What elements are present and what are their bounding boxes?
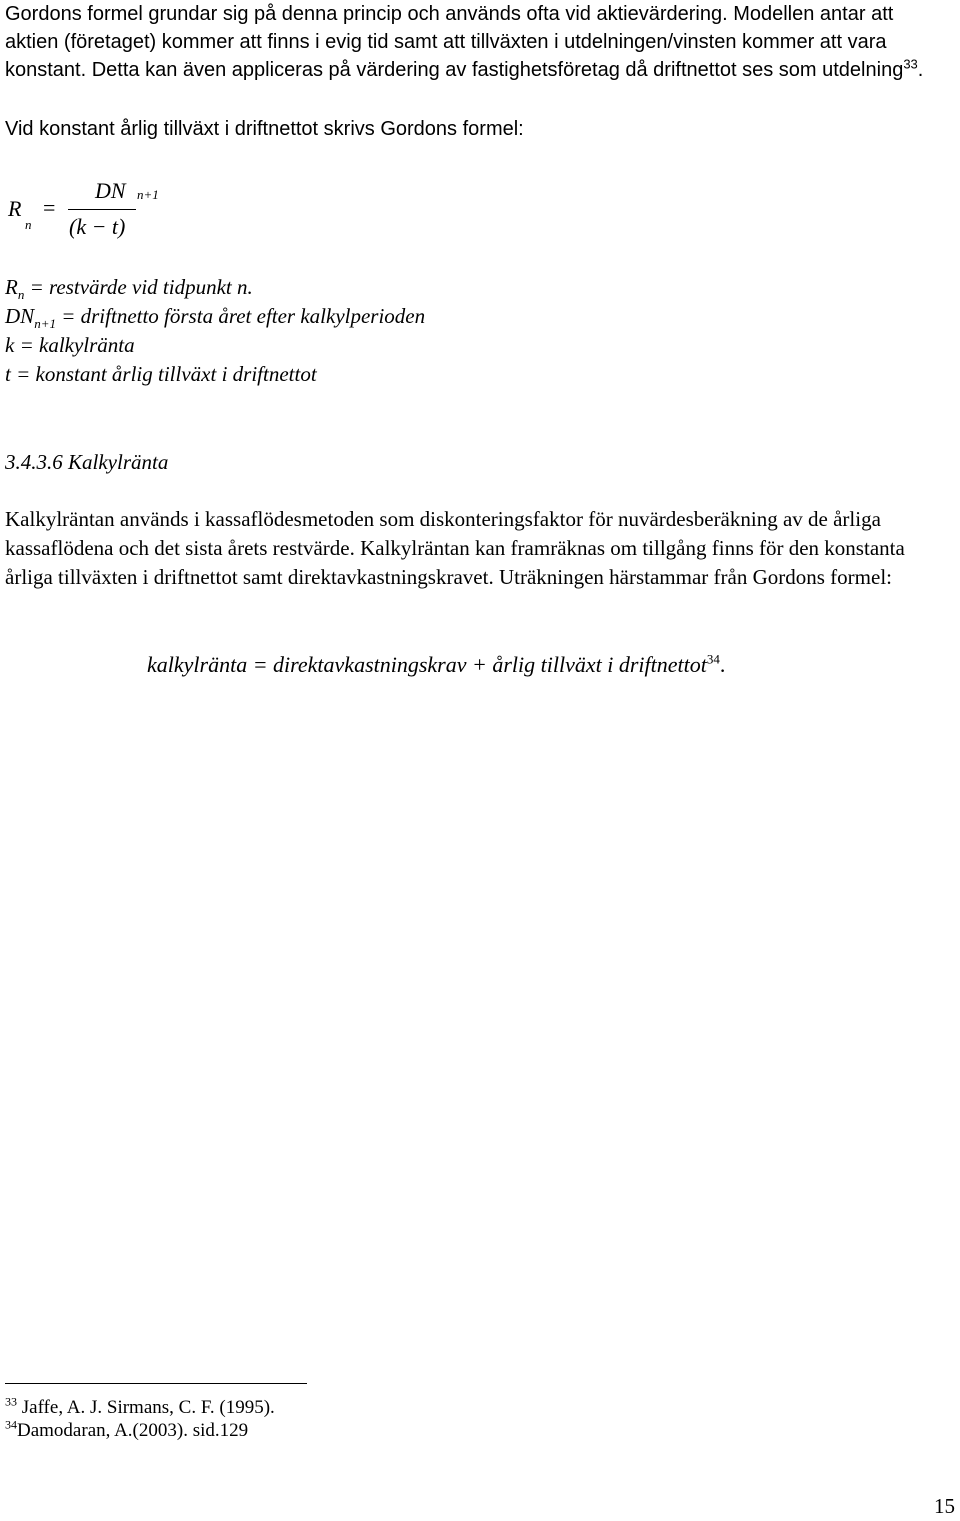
definition-item [5,331,950,360]
kalkylranta-paragraph: Kalkylräntan används i kassaflödesmetoden som diskonteringsfaktor för nuvärdesberäkning av de årliga kassaflödena och det sista årets restvärde. Kalkylräntan kan framräknas om tillgång finns för den konstanta årliga tillväxten i driftnettot samt direktavkastningskravet. Uträkningen härstammar från Gordons formel: [5,507,905,589]
definition-item [5,273,950,302]
formula-equals: = [43,195,56,220]
intro-text: Gordons formel grundar sig på denna princip och används ofta vid aktievärdering. Modellen antar att aktien (företaget) kommer att finns i evig tid samt att tillväxten i utdelningen/vinsten kommer att vara konstant. Detta kan även appliceras på värdering av fastighetsföretag då driftnettot ses som utdelning [5,3,904,81]
footnote-34 [5,1417,249,1442]
formula-numerator-sub: n+1 [137,187,159,202]
footnote-number: 34 [5,1417,17,1432]
footnote-ref-34: 34 [706,651,720,667]
equation-period: . [719,652,726,677]
footnote-separator [5,1383,307,1384]
definition-symbol: DN [5,304,35,328]
definition-text: = driftnetto första året efter kalkylperioden [55,304,426,328]
definition-list [5,273,950,389]
definition-item [5,302,950,331]
footnote-text: Jaffe, A. J. Sirmans, C. F. (1995). [17,1397,275,1418]
definition-sub: n [17,287,25,303]
page-number: 15 [934,1494,955,1518]
formula-lhs: R [8,196,22,221]
footnote-number: 33 [5,1394,17,1409]
definition-symbol: t [5,362,11,386]
formula-intro: Vid konstant årlig tillväxt i driftnettot skrivs Gordons formel: [5,118,524,140]
fraction-bar [68,209,136,210]
footnote-33 [5,1394,275,1419]
equation-text: kalkylränta = direktavkastningskrav + årlig tillväxt i driftnettot [147,652,707,677]
footnote-text: Damodaran, A.(2003). sid.129 [17,1420,249,1441]
formula-denominator: (k − t) [69,214,126,239]
definition-text: = kalkylränta [14,333,135,357]
kalkylranta-equation [147,650,725,679]
definition-text: = konstant årlig tillväxt i driftnettot [10,362,317,386]
intro-paragraph [5,0,950,84]
definition-symbol: k [5,333,15,357]
footnote-ref-33: 33 [903,56,918,72]
definition-item [5,360,950,389]
formula-numerator: DN [95,178,126,203]
definition-text: = restvärde vid tidpunkt n. [24,275,253,299]
definition-sub: n+1 [34,316,56,332]
section-heading: 3.4.3.6 Kalkylränta [5,450,169,474]
intro-period: . [917,59,924,81]
gordon-formula [5,172,205,244]
definition-symbol: R [5,275,18,299]
formula-lhs-sub: n [25,217,32,232]
